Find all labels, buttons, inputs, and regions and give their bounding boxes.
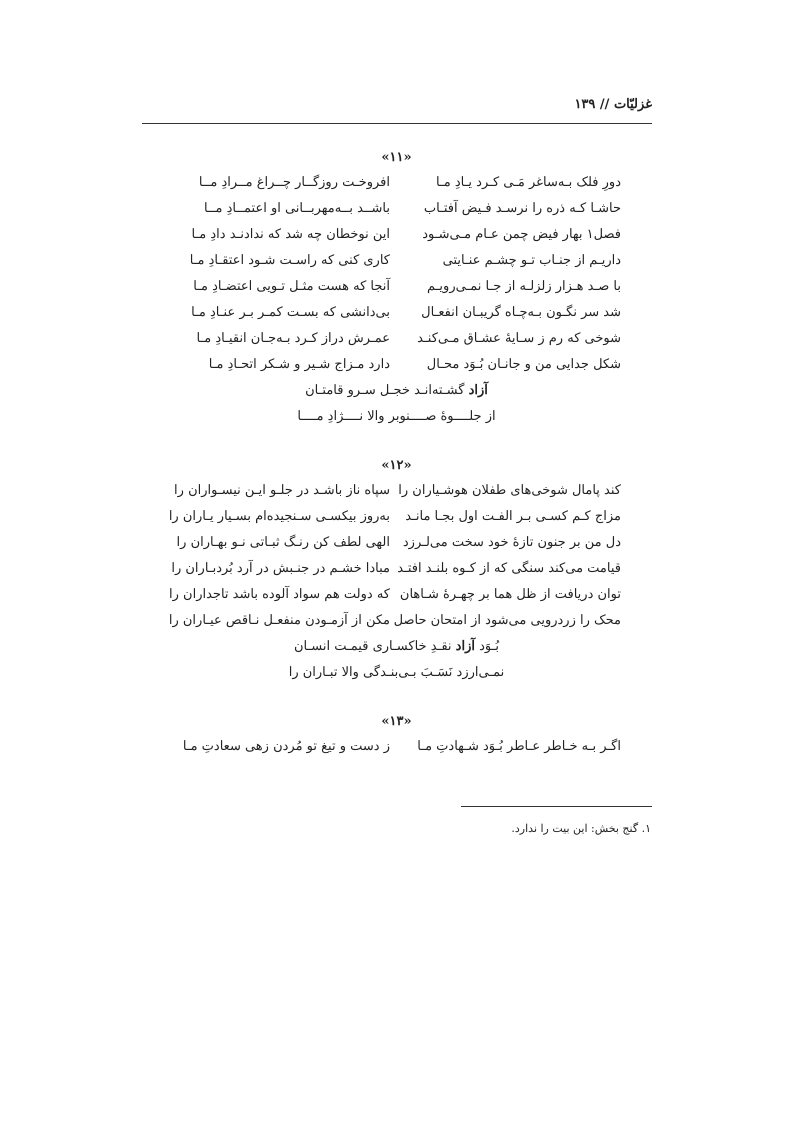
closing-verse: نمـی‌ارزد نَسَـبَ بـی‌بنـدگی والا تبـاران را (288, 665, 505, 680)
hemistich-left: باشــد بــه‌مهربــانی او اعتمــادِ مــا (203, 201, 390, 216)
hemistich-right: با صـد هـزار زلزلـه از جـا نمـی‌رویـم (426, 279, 621, 294)
running-header (142, 97, 652, 119)
hemistich-left: الهی لطف کن رنـگ ثبـاتی نـو بهـاران را (176, 535, 390, 550)
hemistich-left: عمـرش دراز کـرد بـه‌جـان انقیـادِ مـا (196, 331, 390, 346)
closing-verse (0, 383, 793, 398)
poet-pen-name: آزاد (455, 639, 475, 654)
closing-verse-prefix: بُـوَد (474, 639, 500, 654)
hemistich-right: توان دریافت از ظل هما بر چهـرۀ شـاهان (399, 587, 621, 602)
hemistich-left: این نوخطان چه شد که ندادنـد دادِ مـا (191, 227, 390, 242)
hemistich-right: داریـم از جنـاب تـو چشـم عنـایتی (442, 253, 621, 268)
hemistich-right: قیامت می‌کند سنگی که از کـوه بلنـد افتـد (397, 561, 621, 576)
hemistich-right: فصل۱ بهار فیض چمن عـام مـی‌شـود (422, 227, 621, 242)
hemistich-left: دارد مـزاج شـیر و شـکر اتحـادِ مـا (208, 357, 390, 372)
poet-pen-name: آزاد (468, 383, 488, 398)
closing-verse-text: گشـته‌انـد خجـل سـرو قامتـان (305, 383, 469, 398)
hemistich-right: کند پامال شوخی‌های طفلان هوشـیاران را (398, 483, 621, 498)
hemistich-left: کاری کنی که راسـت شـود اعتقـادِ مـا (189, 253, 390, 268)
header-title: غزلیّات // ۱۳۹ (574, 97, 652, 112)
hemistich-right: دل من بر جنون تازۀ خود سخت می‌لـرزد (402, 535, 621, 550)
footnote-rule (461, 806, 652, 807)
poem-number: «۱۳» (381, 714, 412, 729)
hemistich-left: مکن از آزمـودن منفعـل نـاقص عیـاران را (168, 613, 390, 628)
hemistich-left: آنجا که هست مثـل تـویی اعتضـادِ مـا (193, 279, 390, 294)
hemistich-right: مزاج کـم کسـی بـر الفـت اول بجـا مانـد (405, 509, 621, 524)
hemistich-right: محک را زردرویی می‌شود از امتحان حاصل (393, 613, 621, 628)
hemistich-left: به‌روز بیکسـی سـنجیده‌ام بسـیار یـاران را (168, 509, 390, 524)
hemistich-right: دورِ فلک بـه‌ساغر مَـی کـرد یـادِ مـا (436, 175, 621, 190)
hemistich-left: که دولت هم سواد آلوده باشد تاجداران را (169, 587, 390, 602)
hemistich-left: بی‌دانشی که بسـت کمـر بـر عنـادِ مـا (191, 305, 390, 320)
closing-verse (0, 639, 793, 654)
hemistich-left: افروخـت روزگــار چــراغ مــرادِ مــا (198, 175, 390, 190)
hemistich-left: سپاه ناز باشـد در جلـو ایـن نیسـواران را (174, 483, 390, 498)
footnote: ۱. گنج بخش: این بیت را ندارد. (511, 822, 651, 835)
closing-verse-text: نقـدِ خاکسـاری قیمـت انسـان (293, 639, 456, 654)
header-rule (142, 123, 652, 124)
hemistich-right: شوخی که رم ز سـایۀ عشـاق مـی‌کنـد (417, 331, 621, 346)
hemistich-left: ز دست و تیغ تو مُردن زهی سعادتِ مـا (182, 739, 390, 754)
closing-verse: از جلــــوۀ صــــنوبر والا نــــژادِ مــــا (297, 409, 496, 424)
hemistich-right: حاشـا کـه ذره را نرسـد فـیض آفتـاب (423, 201, 621, 216)
hemistich-right: شد سر نگـون بـه‌چـاه گریبـان انفعـال (421, 305, 621, 320)
hemistich-right: شکل جدایی من و جانـان بُـوَد محـال (426, 357, 621, 372)
hemistich-left: مبادا خشـم در جنـبش در آرد بُردبـاران را (171, 561, 390, 576)
poem-number: «۱۱» (381, 150, 412, 165)
poem-number: «۱۲» (381, 458, 412, 473)
hemistich-right: اگـر بـه خـاطر عـاطر بُـوَد شـهادتِ مـا (417, 739, 621, 754)
